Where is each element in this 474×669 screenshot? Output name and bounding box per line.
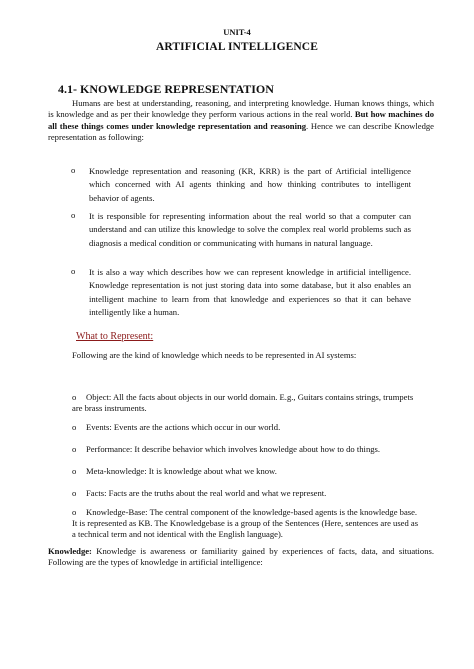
bullet-marker: o (71, 266, 76, 276)
list-item-text: Object: All the facts about objects in our world domain. E.g., Guitars contains strings, trumpets are brass instruments. (72, 392, 414, 413)
what-to-represent-heading: What to Represent: (76, 331, 154, 342)
what-to-represent-intro: Following are the kind of knowledge which needs to be represented in AI systems: (72, 350, 357, 360)
list-item (72, 466, 422, 477)
intro-paragraph (48, 98, 434, 144)
bullet-marker: o (72, 392, 77, 402)
knowledge-paragraph (48, 546, 434, 568)
intro-plain-text: Humans are best at understanding, reasoning, and interpreting knowledge. Human knows things, which is knowledge and as per their knowledge they perform various actions in the real world. (48, 98, 434, 120)
intro-bold-text: But how machines do all these things comes under knowledge representation and reasoning (48, 109, 434, 131)
list-item-text: Meta-knowledge: It is knowledge about what we know. (86, 466, 277, 476)
list-item (72, 507, 422, 540)
bullet-marker: o (72, 488, 77, 498)
list-item-text: It is responsible for representing information about the real world so that a computer can understand and can utilize this knowledge to solve the complex real world problems such as diagnosis a medical condition or communicating with humans in natural language. (89, 211, 411, 248)
list-item-text: It is also a way which describes how we can represent knowledge in artificial intelligence. Knowledge representation is not just storing data into some database, but it also enables an intelligent machine to learn from that knowledge and experiences so that it can behave intelligently like a human. (89, 267, 411, 318)
section-title: 4.1- KNOWLEDGE REPRESENTATION (58, 82, 274, 96)
bullet-marker: o (71, 165, 76, 175)
list-item (72, 422, 422, 433)
unit-label: UNIT-4 (223, 27, 251, 37)
bullet-marker: o (72, 422, 77, 432)
list-item-text: Knowledge representation and reasoning (KR, KRR) is the part of Artificial intelligence which concerned with AI agents thinking and how thinking contributes to intelligent behavior of agents. (89, 166, 411, 203)
list-item-text: Facts: Facts are the truths about the real world and what we represent. (86, 488, 327, 498)
bullet-marker: o (72, 466, 77, 476)
intro-end-text: . Hence we can describe Knowledge representation as following: (48, 120, 434, 143)
knowledge-label: Knowledge: (48, 546, 92, 556)
list-item (72, 488, 422, 499)
list-item-text: Events: Events are the actions which occur in our world. (86, 422, 281, 432)
list-item (72, 392, 422, 414)
document-title: ARTIFICIAL INTELLIGENCE (156, 41, 318, 53)
list-item (72, 444, 422, 455)
bullet-marker: o (71, 210, 76, 220)
list-item-text: Knowledge-Base: The central component of the knowledge-based agents is the knowledge base. It is represented as KB. The Knowledgebase is a group of the Sentences (Here, sentences are used as a technical term and not identical with the English language). (72, 507, 419, 539)
bullet-marker: o (72, 444, 77, 454)
list-item-text: Performance: It describe behavior which involves knowledge about how to do things. (86, 444, 381, 454)
knowledge-text: Knowledge is awareness or familiarity gained by experiences of facts, data, and situations. Following are the types of knowledge in artificial intelligence: (48, 546, 434, 567)
bullet-marker: o (72, 507, 77, 517)
